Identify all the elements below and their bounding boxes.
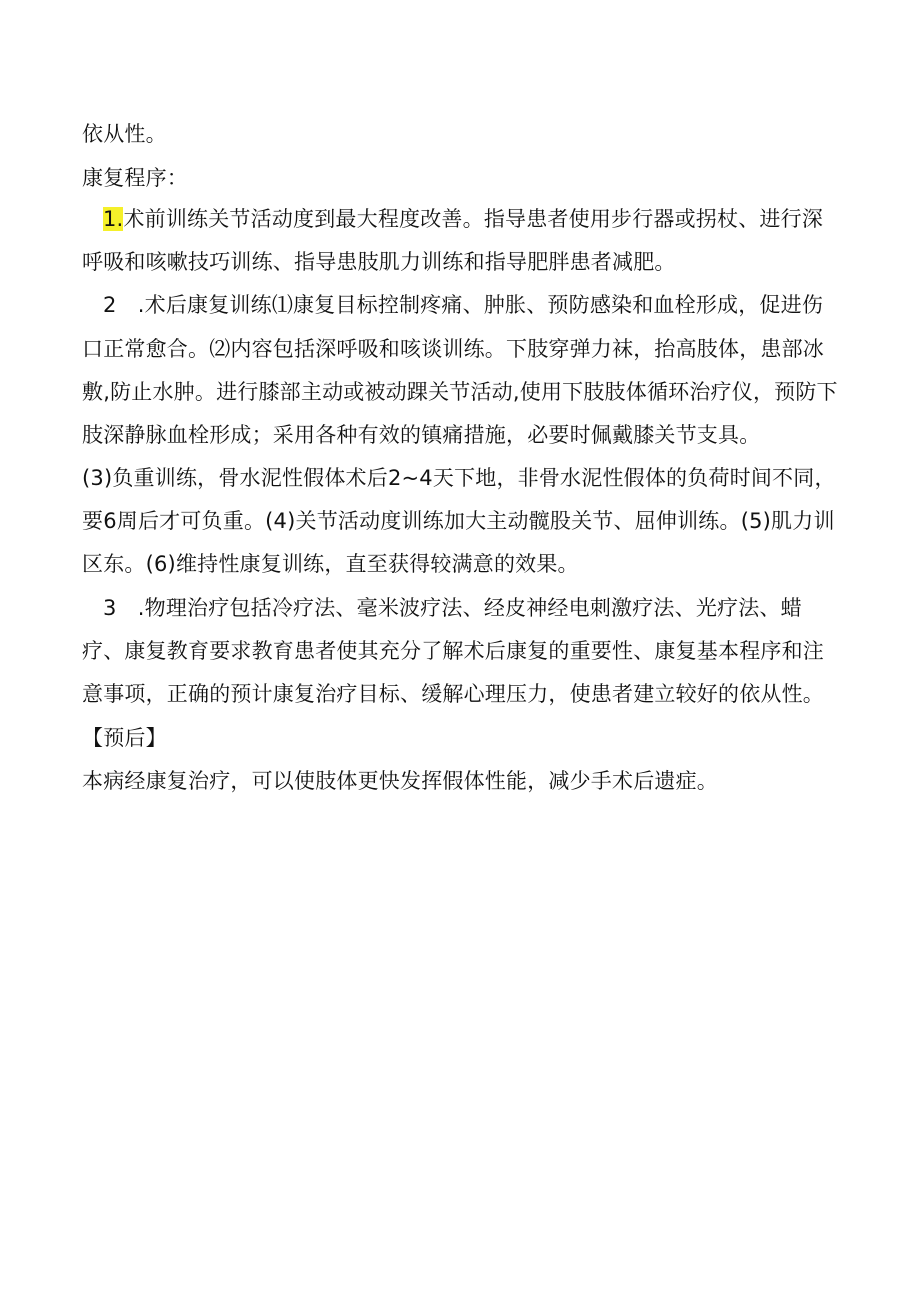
text-line: 区东。(6)维持性康复训练，直至获得较满意的效果。 bbox=[82, 552, 579, 576]
text-line: 敷,防止水肿。进行膝部主动或被动踝关节活动,使用下肢肢体循环治疗仪，预防下 bbox=[82, 380, 838, 404]
text-line: 依从性。 bbox=[82, 122, 167, 146]
text-line: 要6周后才可负重。(4)关节活动度训练加大主动髋股关节、屈伸训练。(5)肌力训 bbox=[82, 509, 835, 533]
text-line: 术前训练关节活动度到最大程度改善。指导患者使用步行器或拐杖、进行深 bbox=[123, 207, 824, 231]
text-line: 意事项，正确的预计康复治疗目标、缓解心理压力，使患者建立较好的依从性。 bbox=[82, 682, 824, 706]
list-item-3-line: 3 .物理治疗包括冷疗法、毫米波疗法、经皮神经电刺激疗法、光疗法、蜡 bbox=[103, 596, 802, 620]
text-line: 疗、康复教育要求教育患者使其充分了解术后康复的重要性、康复基本程序和注 bbox=[82, 639, 824, 663]
text-line: 本病经康复治疗，可以使肢体更快发挥假体性能，减少手术后遗症。 bbox=[82, 769, 718, 793]
text-line: 口正常愈合。⑵内容包括深呼吸和咳谈训练。下肢穿弹力袜，抬高肢体，患部冰 bbox=[82, 337, 824, 361]
list-item-1-line bbox=[103, 204, 823, 234]
text-line: 肢深静脉血栓形成；采用各种有效的镇痛措施，必要时佩戴膝关节支具。 bbox=[82, 423, 761, 447]
text-line: (3)负重训练，骨水泥性假体术后2~4天下地，非骨水泥性假体的负荷时间不同， bbox=[82, 466, 836, 490]
list-item-2-line: 2 .术后康复训练⑴康复目标控制疼痛、肿胀、预防感染和血栓形成，促进伤 bbox=[103, 293, 824, 317]
section-heading-prognosis: 【预后】 bbox=[82, 726, 167, 750]
highlighted-list-number: 1. bbox=[103, 207, 124, 231]
section-heading-rehab-program: 康复程序： bbox=[82, 166, 188, 190]
text-line: 呼吸和咳嗽技巧训练、指导患肢肌力训练和指导肥胖患者减肥。 bbox=[82, 250, 676, 274]
